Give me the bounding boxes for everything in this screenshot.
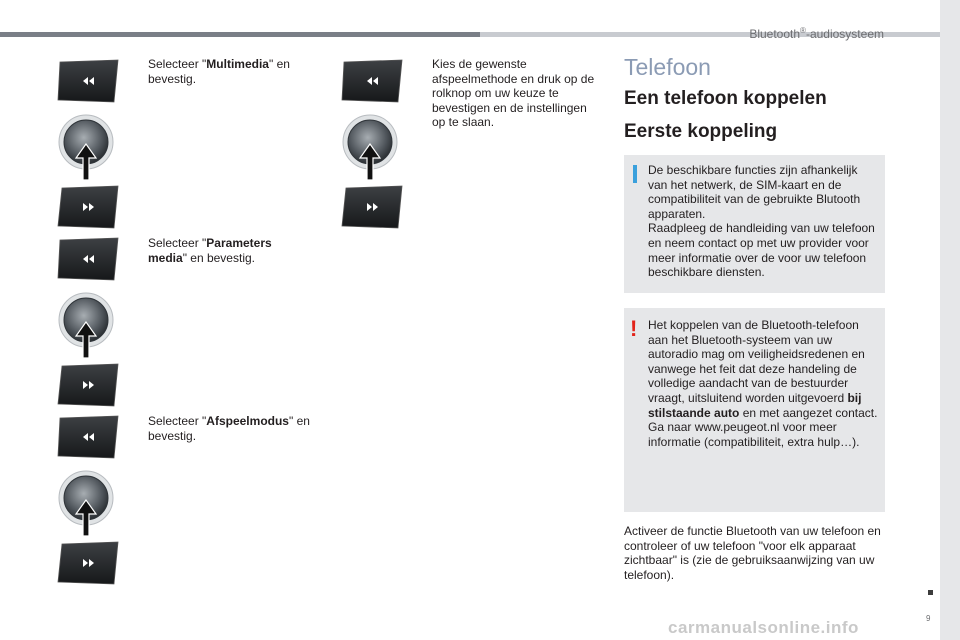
side-strip: [940, 0, 960, 640]
next-button-icon: [56, 362, 120, 408]
page-number: 9: [926, 614, 931, 623]
end-of-section-marker-icon: [928, 590, 933, 595]
previous-button-icon: [340, 58, 404, 104]
warning-exclamation-icon: !: [630, 316, 638, 341]
info-bar-icon: [633, 165, 637, 183]
top-rule-dark: [0, 32, 480, 37]
previous-button-icon: [56, 236, 120, 282]
bluetooth-activation-paragraph: Activeer de functie Bluetooth van uw telefoon en controleer of uw telefoon "voor elk apparaat zichtbaar" is (zie de gebruiksaanwijzing van uw telefoon).: [624, 524, 881, 582]
heading-first-pairing: Eerste koppeling: [624, 121, 778, 142]
rotary-knob-icon: [58, 114, 114, 184]
page-header-title: Bluetooth®-audiosysteem: [749, 26, 884, 41]
rotary-knob-icon: [58, 292, 114, 362]
next-button-icon: [340, 184, 404, 230]
next-button-icon: [56, 540, 120, 586]
warning-box-text: Het koppelen van de Bluetooth-telefoon aan het Bluetooth-systeem van uw autoradio mag om veiligheidsredenen en vanwege het feit dat deze handeling de volledige aandacht van de bestuurder vraagt, uitsluitend worden uitgevoerd bij stilstaande auto en met aangezet contact. Ga naar www.peugeot.nl voor meer informatie (compatibiliteit, extra hulp…).: [648, 318, 878, 449]
step-select-afspeelmodus: Selecteer "Afspeelmodus" en bevestig.: [148, 414, 310, 443]
heading-pair-phone: Een telefoon koppelen: [624, 88, 827, 109]
info-box-text: De beschikbare functies zijn afhankelijk van het netwerk, de SIM-kaart en de compatibiliteit van de gebruikte Blutooth apparaten. Raadpleeg de handleiding van uw telefoon en neem contact op met uw provider voor meer informatie over de voor uw telefoon beschikbare diensten.: [648, 163, 875, 280]
previous-button-icon: [56, 58, 120, 104]
previous-button-icon: [56, 414, 120, 460]
next-button-icon: [56, 184, 120, 230]
step-select-parameters-media: Selecteer "Parameters media" en bevestig.: [148, 236, 272, 265]
rotary-knob-icon: [342, 114, 398, 184]
section-title: Telefoon: [624, 54, 711, 80]
step-choose-playback-method: Kies de gewenste afspeelmethode en druk op de rolknop om uw keuze te bevestigen en de instellingen op te slaan.: [432, 57, 595, 129]
watermark: carmanualsonline.info: [668, 618, 859, 637]
rotary-knob-icon: [58, 470, 114, 540]
info-box: [624, 155, 885, 293]
warning-box: [624, 308, 885, 512]
step-select-multimedia: Selecteer "Multimedia" en bevestig.: [148, 57, 290, 86]
